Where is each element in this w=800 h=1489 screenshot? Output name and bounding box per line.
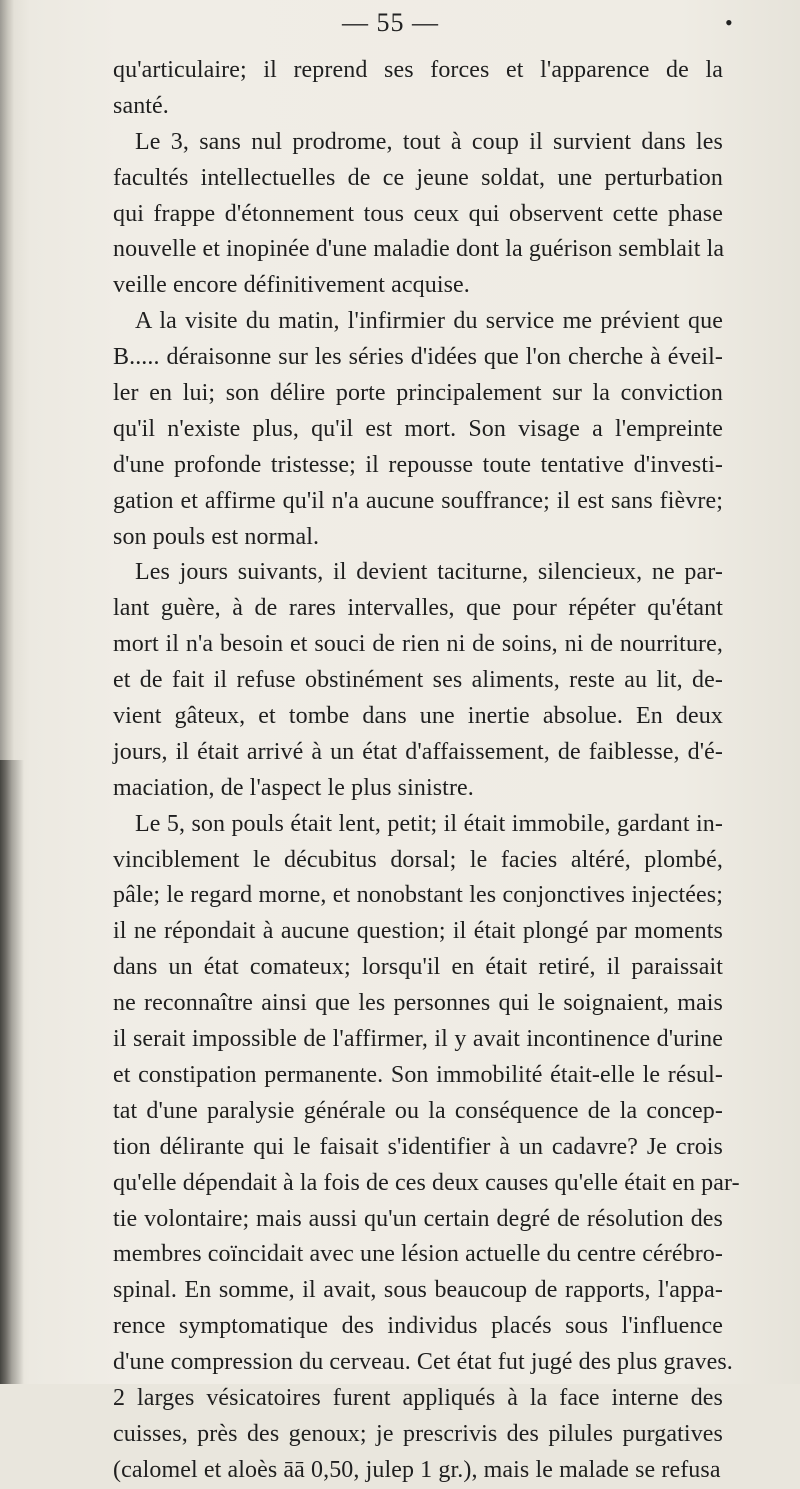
text-line: tion délirante qui le faisait s'identifier à un cadavre? Je crois bbox=[113, 1133, 723, 1160]
text-line: 2 larges vésicatoires furent appliqués à la face interne des bbox=[113, 1384, 723, 1411]
body-text bbox=[113, 53, 740, 1489]
text-line: A la visite du matin, l'infirmier du service me prévient que bbox=[135, 308, 723, 335]
text-line: maciation, de l'aspect le plus sinistre. bbox=[113, 774, 474, 801]
page-edge-shadow bbox=[0, 760, 24, 1384]
text-line: dans un état comateux; lorsqu'il en était retiré, il paraissait bbox=[113, 954, 723, 981]
text-line: nouvelle et inopinée d'une maladie dont la guérison semblait la bbox=[113, 236, 725, 263]
text-line: facultés intellectuelles de ce jeune soldat, une perturbation bbox=[113, 164, 723, 191]
text-line: vinciblement le décubitus dorsal; le facies altéré, plombé, bbox=[113, 846, 723, 873]
text-line: qui frappe d'étonnement tous ceux qui observent cette phase bbox=[113, 200, 723, 227]
text-line: jours, il était arrivé à un état d'affaissement, de faiblesse, d'é- bbox=[113, 738, 723, 765]
text-line: il ne répondait à aucune question; il était plongé par moments bbox=[113, 918, 723, 945]
text-line: il serait impossible de l'affirmer, il y avait incontinence d'urine bbox=[113, 1026, 723, 1053]
text-line: ne reconnaître ainsi que les personnes qui le soignaient, mais bbox=[113, 990, 723, 1017]
text-line: vient gâteux, et tombe dans une inertie absolue. En deux bbox=[113, 703, 723, 730]
text-line: spinal. En somme, il avait, sous beaucoup de rapports, l'appa- bbox=[113, 1277, 723, 1304]
text-line: son pouls est normal. bbox=[113, 523, 320, 550]
text-line: lant guère, à de rares intervalles, que pour répéter qu'étant bbox=[113, 595, 723, 622]
text-line: qu'elle dépendait à la fois de ces deux causes qu'elle était en par- bbox=[113, 1169, 740, 1196]
text-line: et constipation permanente. Son immobilité était-elle le résul- bbox=[113, 1061, 723, 1088]
text-line: membres coïncidait avec une lésion actuelle du centre cérébro- bbox=[113, 1241, 723, 1268]
text-line: pâle; le regard morne, et nonobstant les conjonctives injectées; bbox=[113, 882, 723, 909]
text-line: B..... déraisonne sur les séries d'idées que l'on cherche à éveil- bbox=[113, 344, 723, 371]
text-line: qu'il n'existe plus, qu'il est mort. Son visage a l'empreinte bbox=[113, 415, 723, 442]
page-number: — 55 — bbox=[342, 8, 439, 37]
text-line: Le 3, sans nul prodrome, tout à coup il survient dans les bbox=[135, 128, 723, 155]
text-line: Le 5, son pouls était lent, petit; il était immobile, gardant in- bbox=[135, 810, 723, 837]
text-line: et de fait il refuse obstinément ses aliments, reste au lit, de- bbox=[113, 667, 723, 694]
text-line: gation et affirme qu'il n'a aucune souffrance; il est sans fièvre; bbox=[113, 487, 723, 514]
text-line: ler en lui; son délire porte principalement sur la conviction bbox=[113, 380, 723, 407]
text-line: rence symptomatique des individus placés sous l'influence bbox=[113, 1313, 723, 1340]
text-line: mort il n'a besoin et souci de rien ni de soins, ni de nourriture, bbox=[113, 631, 723, 658]
text-line: santé. bbox=[113, 92, 169, 119]
page-header bbox=[0, 4, 800, 44]
header-mark: • bbox=[725, 10, 733, 35]
text-line: d'une profonde tristesse; il repousse toute tentative d'investi- bbox=[113, 451, 723, 478]
text-line: (calomel et aloès āā 0,50, julep 1 gr.), mais le malade se refusa bbox=[113, 1456, 721, 1483]
text-line: tat d'une paralysie générale ou la conséquence de la concep- bbox=[113, 1097, 723, 1124]
text-line: Les jours suivants, il devient taciturne, silencieux, ne par- bbox=[135, 559, 723, 586]
text-line: veille encore définitivement acquise. bbox=[113, 272, 470, 299]
text-line: tie volontaire; mais aussi qu'un certain degré de résolution des bbox=[113, 1205, 723, 1232]
text-line: d'une compression du cerveau. Cet état fut jugé des plus graves. bbox=[113, 1349, 733, 1376]
text-line: qu'articulaire; il reprend ses forces et l'apparence de la bbox=[113, 57, 723, 83]
text-line: cuisses, près des genoux; je prescrivis des pilules purgatives bbox=[113, 1420, 723, 1447]
